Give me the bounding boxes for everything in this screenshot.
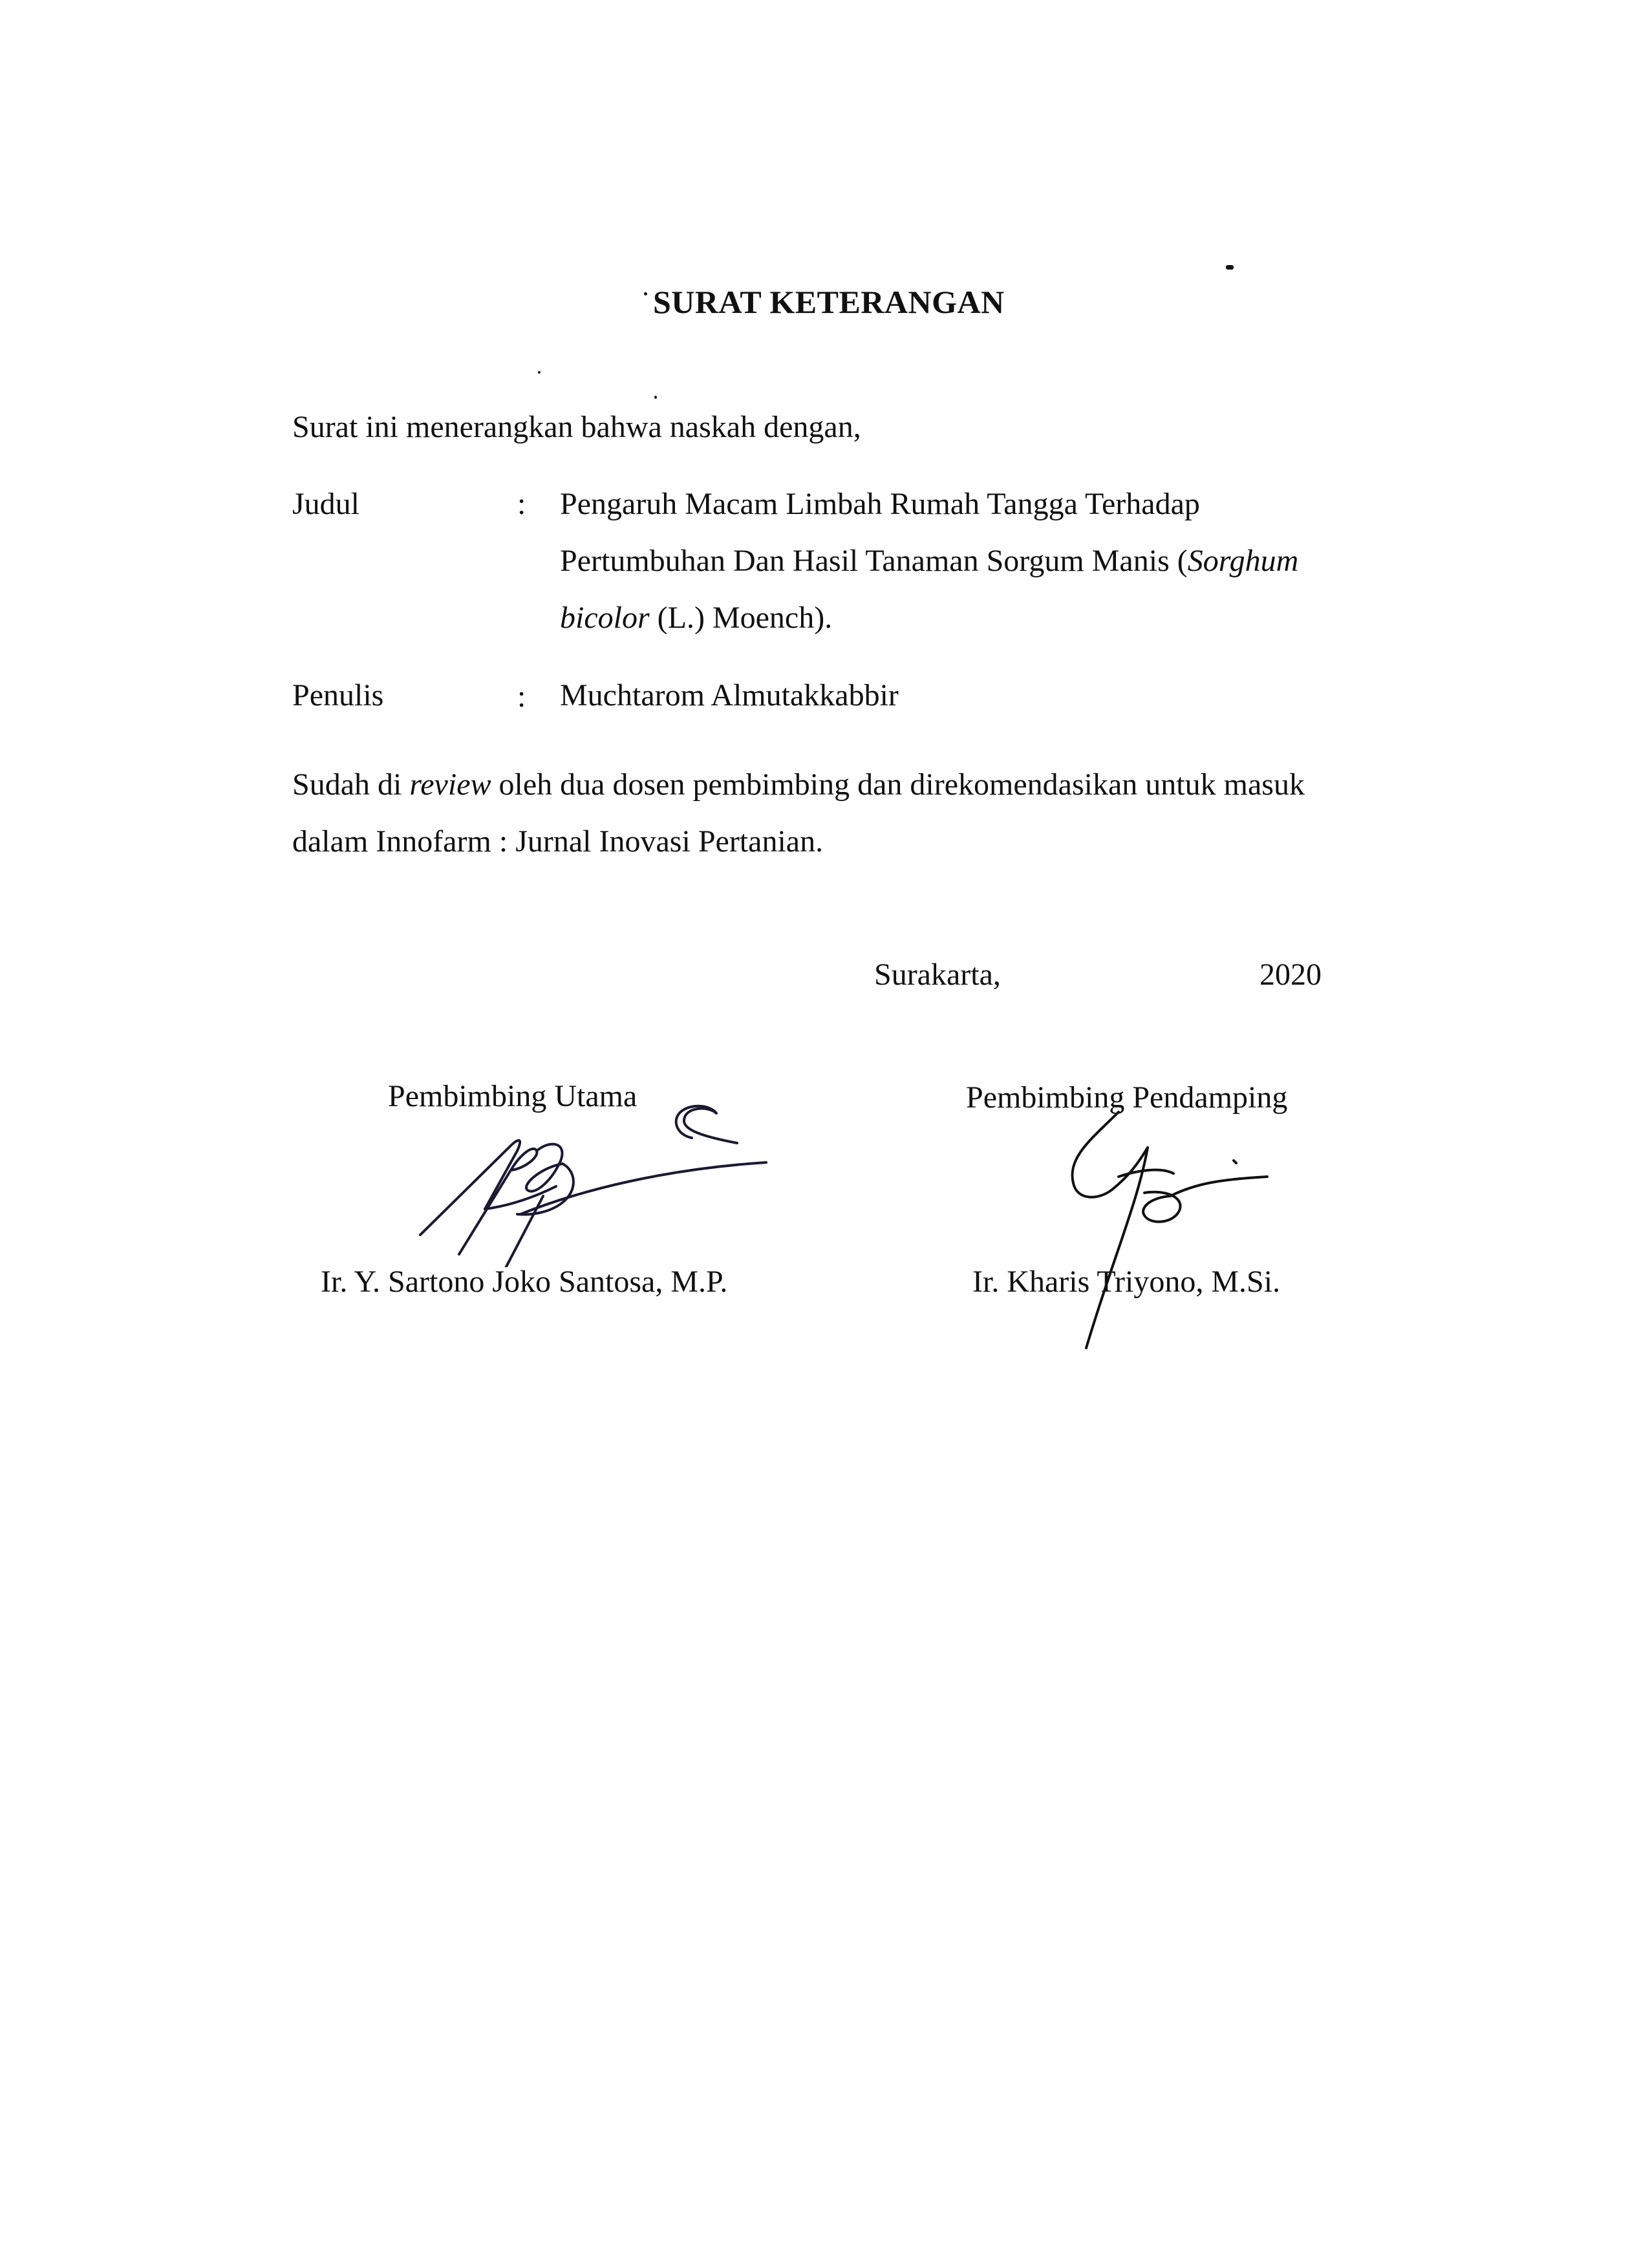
statement-line-1 [292, 756, 1404, 813]
statement-line-1-rest: oleh dua dosen pembimbing dan direkomendasikan untuk masuk [491, 767, 1305, 802]
penulis-name: Muchtarom Almutakkabbir [560, 678, 899, 712]
scan-speck [538, 371, 541, 374]
judul-line-2-text: Pertumbuhan Dan Hasil Tanaman Sorgum Manis ( [560, 544, 1188, 578]
species-epithet: bicolor [560, 601, 650, 635]
penulis-label: Penulis [292, 678, 384, 712]
signature-2-image [1015, 1099, 1287, 1358]
place: Surakarta, [874, 957, 1001, 992]
judul-colon: : [517, 487, 526, 521]
signatory-2-name: Ir. Kharis Triyono, M.Si. [972, 1265, 1281, 1299]
statement-prefix: Sudah di [292, 767, 410, 802]
judul-line-2 [560, 533, 1394, 590]
penulis-value [560, 667, 1394, 724]
year: 2020 [1259, 957, 1322, 992]
scan-speck [1226, 265, 1234, 270]
document-title: SURAT KETERANGAN [653, 284, 1005, 320]
signatory-2-role: Pembimbing Pendamping [966, 1080, 1288, 1115]
judul-line-3-text: (L.) Moench). [649, 601, 833, 635]
scan-speck [654, 396, 657, 399]
statement-line-2: dalam Innofarm : Jurnal Inovasi Pertanian. [292, 824, 824, 859]
statement-paragraph [292, 756, 1404, 870]
judul-line-3 [560, 590, 1394, 647]
statement-italic-review: review [409, 767, 491, 802]
judul-value [560, 476, 1394, 647]
signature-1-image [414, 1099, 776, 1267]
signatory-1-name: Ir. Y. Sartono Joko Santosa, M.P. [321, 1265, 728, 1299]
judul-line-1: Pengaruh Macam Limbah Rumah Tangga Terhadap [560, 487, 1200, 521]
intro-text: Surat ini menerangkan bahwa naskah dengan, [292, 410, 861, 444]
scan-speck [644, 292, 647, 295]
penulis-colon: : [517, 679, 526, 714]
signatory-1-role: Pembimbing Utama [388, 1079, 638, 1113]
species-genus: Sorghum [1187, 544, 1299, 578]
judul-label: Judul [292, 487, 360, 521]
